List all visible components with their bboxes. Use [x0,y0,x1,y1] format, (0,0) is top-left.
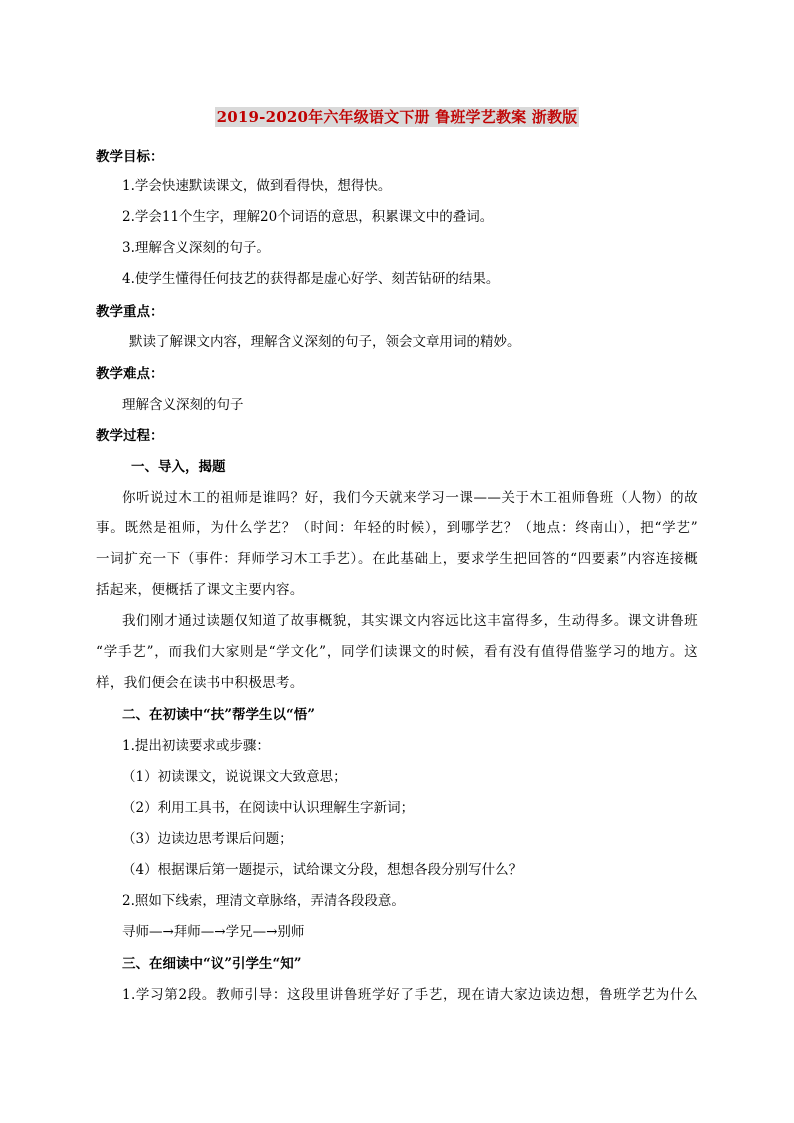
process-heading: 教学过程： [96,428,164,444]
goal-item: 2.学会11个生字，理解20个词语的意思，积累课文中的叠词。 [122,209,494,225]
para1-line: 事。既然是祖师，为什么学艺？（时间：年轻的时候），到哪学艺？（地点：终南山），把“学艺” [96,520,698,536]
goal-item: 1.学会快速默读课文，做到看得快，想得快。 [122,178,392,194]
section2-heading: 二、在初读中“扶”帮学生以“悟” [122,707,316,723]
goal-item: 4.使学生懂得任何技艺的获得都是虚心好学、刻苦钻研的结果。 [122,271,500,287]
para2-line: 我们刚才通过读题仅知道了故事概貌，其实课文内容远比这丰富得多，生动得多。课文讲鲁班 [122,613,698,629]
difficulty-heading: 教学难点： [96,366,164,382]
document-title: 2019-2020年六年级语文下册 鲁班学艺教案 浙教版 [216,108,578,126]
step-item: （4）根据课后第一题提示，试给课文分段，想想各段分别写什么？ [122,862,523,878]
para2-line: 样，我们便会在读书中积极思考。 [96,675,304,691]
clue-intro: 2.照如下线索，理清文章脉络，弄清各段段意。 [122,893,405,909]
key-heading: 教学重点： [96,304,164,320]
step-item: （3）边读边思考课后问题； [122,831,293,847]
section3-text-line: 1.学习第2段。教师引导：这段里讲鲁班学好了手艺，现在请大家边读边想，鲁班学艺为什么 [122,987,698,1003]
key-text: 默读了解课文内容，理解含义深刻的句子，领会文章用词的精妙。 [129,334,521,350]
para1-line: 括起来，便概括了课文主要内容。 [96,582,304,598]
para1-line: 你听说过木工的祖师是谁吗？好，我们今天就来学习一课——关于木工祖师鲁班（人物）的故 [122,490,698,506]
difficulty-text: 理解含义深刻的句子 [122,397,244,413]
para2-line: “学手艺”，而我们大家则是“学文化”，同学们读课文的时候，看有没有值得借鉴学习的地方。这 [96,644,698,660]
goals-heading: 教学目标： [96,149,164,165]
section3-heading: 三、在细读中“议”引学生“知” [122,956,302,972]
section1-heading: 一、导入，揭题 [131,459,226,475]
clue-line: 寻师—→拜师—→学兄—→别师 [122,924,305,940]
step-item: （1）初读课文，说说课文大致意思； [122,769,347,785]
goal-item: 3.理解含义深刻的句子。 [122,240,270,256]
step-item: （2）利用工具书，在阅读中认识理解生字新词； [122,800,415,816]
steps-intro: 1.提出初读要求或步骤： [122,738,270,754]
para1-line: 一词扩充一下（事件：拜师学习木工手艺）。在此基础上，要求学生把回答的“四要素”内容连接概 [96,551,698,567]
document-title-wrap [0,106,794,127]
